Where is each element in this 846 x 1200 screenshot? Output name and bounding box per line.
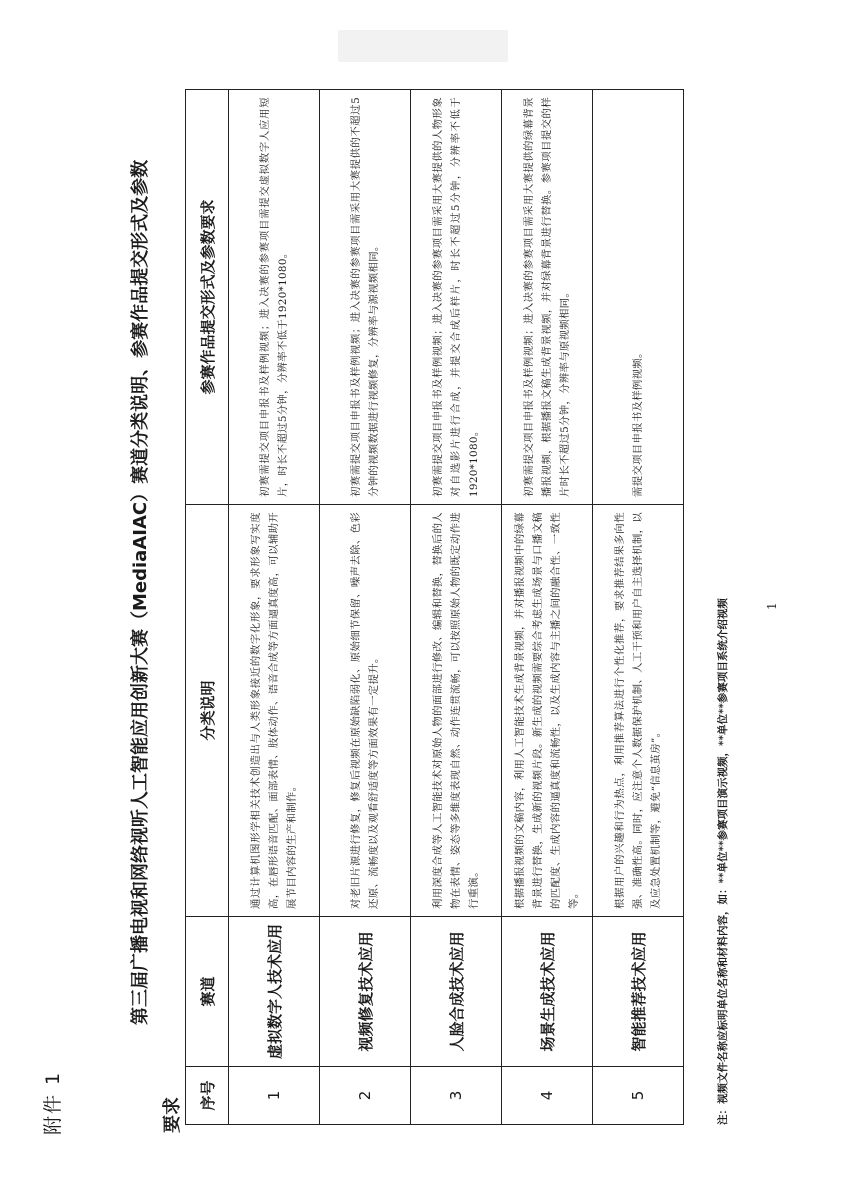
submission-requirements: 初赛需提交项目申报书及样例视频；进入决赛的参赛项目需提交虚拟数字人应用短片，时长不超过5分钟，分辨率不低于1920*1080。 — [229, 90, 320, 505]
header-description: 分类说明 — [186, 505, 229, 917]
attachment-label: 附件 1 — [42, 1070, 64, 1135]
page-number: 1 — [765, 602, 779, 610]
submission-requirements: 初赛需提交项目申报书及样例视频；进入决赛的参赛项目需采用大赛提供的人物形象对自选影片进行合成，并提交合成后样片，时长不超过5分钟，分辨率不低于1920*1080。 — [411, 90, 502, 505]
track-description: 通过计算机图形学相关技术创造出与人类形象接近的数字化形象，要求形象写实度高，在唇形语音匹配、面部表情、肢体动作、语音合成等方面逼真度高，可以辅助开展节目内容的生产和制作。 — [229, 505, 320, 917]
track-table — [185, 89, 684, 1125]
track-description: 利用深度合成等人工智能技术对原始人物的面部进行修改、编辑和替换，替换后的人物在表情、姿态等多维度表现自然、动作连贯流畅，可以按照原始人物的既定动作进行重演。 — [411, 505, 502, 917]
track-description: 对老旧片源进行修复，修复后视频在原始缺陷弱化、原始细节保留、噪声去除、色彩还原、流畅度以及观看舒适度等方面效果有一定提升。 — [320, 505, 411, 917]
table-row — [229, 90, 320, 1125]
rotated-page-content — [0, 55, 846, 1135]
submission-requirements: 初赛需提交项目申报书及样例视频；进入决赛的参赛项目需采用大赛提供的不超过5分钟的视频数据进行视频修复，分辨率与源视频相同。 — [320, 90, 411, 505]
submission-requirements: 需提交项目申报书及样例视频。 — [593, 90, 684, 505]
row-number: 1 — [229, 1067, 320, 1125]
header-no: 序号 — [186, 1067, 229, 1125]
header-track: 赛道 — [186, 917, 229, 1067]
row-number: 2 — [320, 1067, 411, 1125]
table-header-row — [186, 90, 229, 1125]
submission-requirements: 初赛需提交项目申报书及样例视频；进入决赛的参赛项目需采用大赛提供的绿幕背景播报视频，根据播报文稿生成背景视频，并对绿幕背景进行替换。参赛项目提交的样片时长不超过5分钟，分辨率与原视频相同。 — [502, 90, 593, 505]
header-requirements: 参赛作品提交形式及参数要求 — [186, 90, 229, 505]
row-number: 5 — [593, 1067, 684, 1125]
track-name: 虚拟数字人技术应用 — [229, 917, 320, 1067]
table-row — [593, 90, 684, 1125]
table-row — [502, 90, 593, 1125]
document-title-continuation: 要求 — [162, 1097, 183, 1133]
track-name: 智能推荐技术应用 — [593, 917, 684, 1067]
track-name: 场景生成技术应用 — [502, 917, 593, 1067]
footnote: 注：视频文件名称应标明单位名称和材料内容，如：**单位**参赛项目演示视频，**单位**参赛项目系统介绍视频 — [717, 598, 729, 1125]
track-name: 人脸合成技术应用 — [411, 917, 502, 1067]
document-title: 第三届广播电视和网络视听人工智能应用创新大赛（MediaAIAC）赛道分类说明、参赛作品提交形式及参数 — [130, 159, 151, 1025]
track-description: 根据用户的兴趣和行为热点，利用推荐算法进行个性化推荐，要求推荐结果多向性强、准确性高。同时，应注意个人数据保护机制、人工干预和用户自主选择机制，以及应急处置机制等，避免“信息茧房”。 — [593, 505, 684, 917]
track-description: 根据播报视频的文稿内容，利用人工智能技术生成背景视频，并对播报视频中的绿幕背景进行替换，生成新的视频片段。新生成的视频需要综合考虑生成场景与口播文稿的匹配度、生成内容的逼真度和流畅性，以及生成内容与主播之间的融合性、一致性等。 — [502, 505, 593, 917]
table-row — [320, 90, 411, 1125]
row-number: 4 — [502, 1067, 593, 1125]
row-number: 3 — [411, 1067, 502, 1125]
table-row — [411, 90, 502, 1125]
track-name: 视频修复技术应用 — [320, 917, 411, 1067]
